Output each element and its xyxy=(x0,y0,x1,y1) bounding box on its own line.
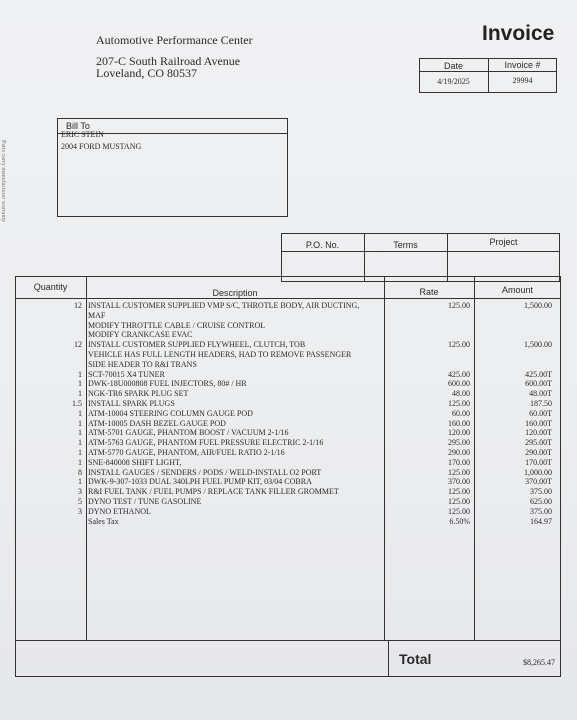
item-amount: 375.00 xyxy=(530,487,552,497)
item-quantity: 3 xyxy=(78,506,82,516)
item-amount: 60.00T xyxy=(529,408,552,418)
col-divider-rate xyxy=(474,276,475,640)
item-amount: 290.00T xyxy=(525,448,552,457)
item-rate: 170.00 xyxy=(448,457,470,467)
item-amount: 187.50 xyxy=(530,399,552,408)
item-quantity: 1.5 xyxy=(72,399,82,408)
item-rate: 125.00 xyxy=(448,506,470,516)
item-amount: 600.00T xyxy=(525,379,552,389)
col-header-quantity: Quantity xyxy=(33,282,68,292)
item-rate: 125.00 xyxy=(448,467,470,477)
item-rate: 48.00 xyxy=(452,389,470,399)
item-description: ATM-10004 STEERING COLUMN GAUGE POD xyxy=(88,408,253,418)
date-value: 4/19/2025 xyxy=(437,77,470,86)
item-description: MODIFY THROTTLE CABLE / CRUISE CONTROL xyxy=(88,320,266,330)
item-description: DYNO ETHANOL xyxy=(88,506,151,516)
item-amount: 170.00T xyxy=(525,457,552,467)
item-quantity: 12 xyxy=(74,301,82,310)
item-rate: 125.00 xyxy=(448,497,470,506)
item-quantity: 1 xyxy=(78,448,82,457)
item-description: INSTALL CUSTOMER SUPPLIED FLYWHEEL, CLUTCH, TOB xyxy=(88,340,306,350)
item-description: Sales Tax xyxy=(88,516,119,526)
table-footer-divider xyxy=(15,640,561,641)
item-quantity: 1 xyxy=(78,438,82,448)
terms-label: Terms xyxy=(393,240,418,250)
item-quantity: 1 xyxy=(78,477,82,487)
item-quantity: 1 xyxy=(78,369,82,379)
item-amount: 1,500.00 xyxy=(524,301,552,310)
bill-to-name: ERIC STEIN xyxy=(61,130,104,139)
item-description: ATM-5701 GAUGE, PHANTOM BOOST / VACUUM 2-1/16 xyxy=(88,428,289,438)
col-divider-desc xyxy=(384,276,385,640)
item-rate: 125.00 xyxy=(448,487,470,497)
total-divider xyxy=(388,640,389,677)
invoice-number-value: 29994 xyxy=(512,76,533,85)
po-number-label: P.O. No. xyxy=(305,240,340,250)
item-description: DWK-9-307-1033 DUAL 340LPH FUEL PUMP KIT, 03/04 COBRA xyxy=(88,477,312,487)
item-amount: 120.00T xyxy=(525,428,552,438)
item-description: DWK-18U000808 FUEL INJECTORS, 80# / HR xyxy=(88,379,247,389)
po-divider-h xyxy=(281,251,560,252)
item-amount: 164.97 xyxy=(530,516,552,526)
item-description: ATM-5763 GAUGE, PHANTOM FUEL PRESSURE ELECTRIC 2-1/16 xyxy=(88,438,324,448)
item-amount: 48.00T xyxy=(529,389,552,399)
item-amount: 375.00 xyxy=(530,506,552,516)
item-amount: 295.00T xyxy=(525,438,552,448)
bill-to-label: Bill To xyxy=(66,121,90,131)
item-description: INSTALL CUSTOMER SUPPLIED VMP S/C, THROTLE BODY, AIR DUCTING, xyxy=(88,301,360,310)
item-rate: 295.00 xyxy=(448,438,470,448)
item-rate: 290.00 xyxy=(448,448,470,457)
company-address-line2: Loveland, CO 80537 xyxy=(96,66,197,80)
item-description: R&I FUEL TANK / FUEL PUMPS / REPLACE TANK FILLER GROMMET xyxy=(88,487,339,497)
item-description: ATM-10005 DASH BEZEL GAUGE POD xyxy=(88,418,226,428)
item-quantity: 1 xyxy=(78,389,82,399)
item-quantity: 5 xyxy=(78,497,82,506)
company-name: Automotive Performance Center xyxy=(96,33,253,47)
item-quantity: 12 xyxy=(74,340,82,350)
item-description: INSTALL GAUGES / SENDERS / PODS / WELD-INSTALL O2 PORT xyxy=(88,467,322,477)
bill-to-vehicle: 2004 FORD MUSTANG xyxy=(61,142,142,151)
table-header-divider xyxy=(15,298,561,299)
invoice-number-label: Invoice # xyxy=(504,60,541,70)
item-description: ATM-5770 GAUGE, PHANTOM, AIR/FUEL RATIO 2-1/16 xyxy=(88,448,285,457)
item-amount: 1,000.00 xyxy=(524,467,552,477)
item-amount: 425.00T xyxy=(525,369,552,379)
side-margin-text: Parts carry manufacturer warranty xyxy=(0,140,6,223)
item-quantity: 8 xyxy=(78,467,82,477)
item-description: MODIFY CRANKCASE EVAC xyxy=(88,330,193,340)
item-quantity: 1 xyxy=(78,457,82,467)
item-rate: 125.00 xyxy=(448,399,470,408)
item-description: INSTALL SPARK PLUGS xyxy=(88,399,175,408)
total-value: $8,265.47 xyxy=(523,658,555,667)
item-description: SIDE HEADER TO R&I TRANS xyxy=(88,359,197,369)
col-divider-qty xyxy=(86,276,87,640)
item-quantity: 1 xyxy=(78,379,82,389)
item-amount: 160.00T xyxy=(525,418,552,428)
item-description: SCT-70015 X4 TUNER xyxy=(88,369,165,379)
col-header-rate: Rate xyxy=(419,287,439,297)
item-amount: 370.00T xyxy=(525,477,552,487)
item-description: DYNO TEST / TUNE GASOLINE xyxy=(88,497,202,506)
item-description: VEHICLE HAS FULL LENGTH HEADERS, HAD TO REMOVE PASSENGER xyxy=(88,350,352,359)
col-header-description: Description xyxy=(212,288,258,298)
item-amount: 625.00 xyxy=(530,497,552,506)
item-description: MAF xyxy=(88,310,106,320)
col-header-amount: Amount xyxy=(501,285,534,295)
item-rate: 370.00 xyxy=(448,477,470,487)
item-description: SNE-840008 SHIFT LIGHT, xyxy=(88,457,182,467)
item-quantity: 1 xyxy=(78,418,82,428)
total-label: Total xyxy=(399,651,432,667)
date-label: Date xyxy=(443,61,463,71)
item-rate: 425.00 xyxy=(448,369,470,379)
company-address-line1: 207-C South Railroad Avenue xyxy=(96,54,241,68)
item-rate: 600.00 xyxy=(448,379,470,389)
item-description: NGK-TR6 SPARK PLUG SET xyxy=(88,389,189,399)
item-quantity: 1 xyxy=(78,408,82,418)
item-quantity: 3 xyxy=(78,487,82,497)
item-rate: 125.00 xyxy=(448,340,470,350)
invoice-title: Invoice xyxy=(482,22,555,45)
item-amount: 1,500.00 xyxy=(524,340,552,350)
project-label: Project xyxy=(489,237,518,247)
item-rate: 160.00 xyxy=(448,418,470,428)
item-rate: 125.00 xyxy=(448,301,470,310)
item-quantity: 1 xyxy=(78,428,82,438)
item-rate: 120.00 xyxy=(448,428,470,438)
item-rate: 60.00 xyxy=(452,408,470,418)
item-rate: 6.50% xyxy=(449,516,470,526)
